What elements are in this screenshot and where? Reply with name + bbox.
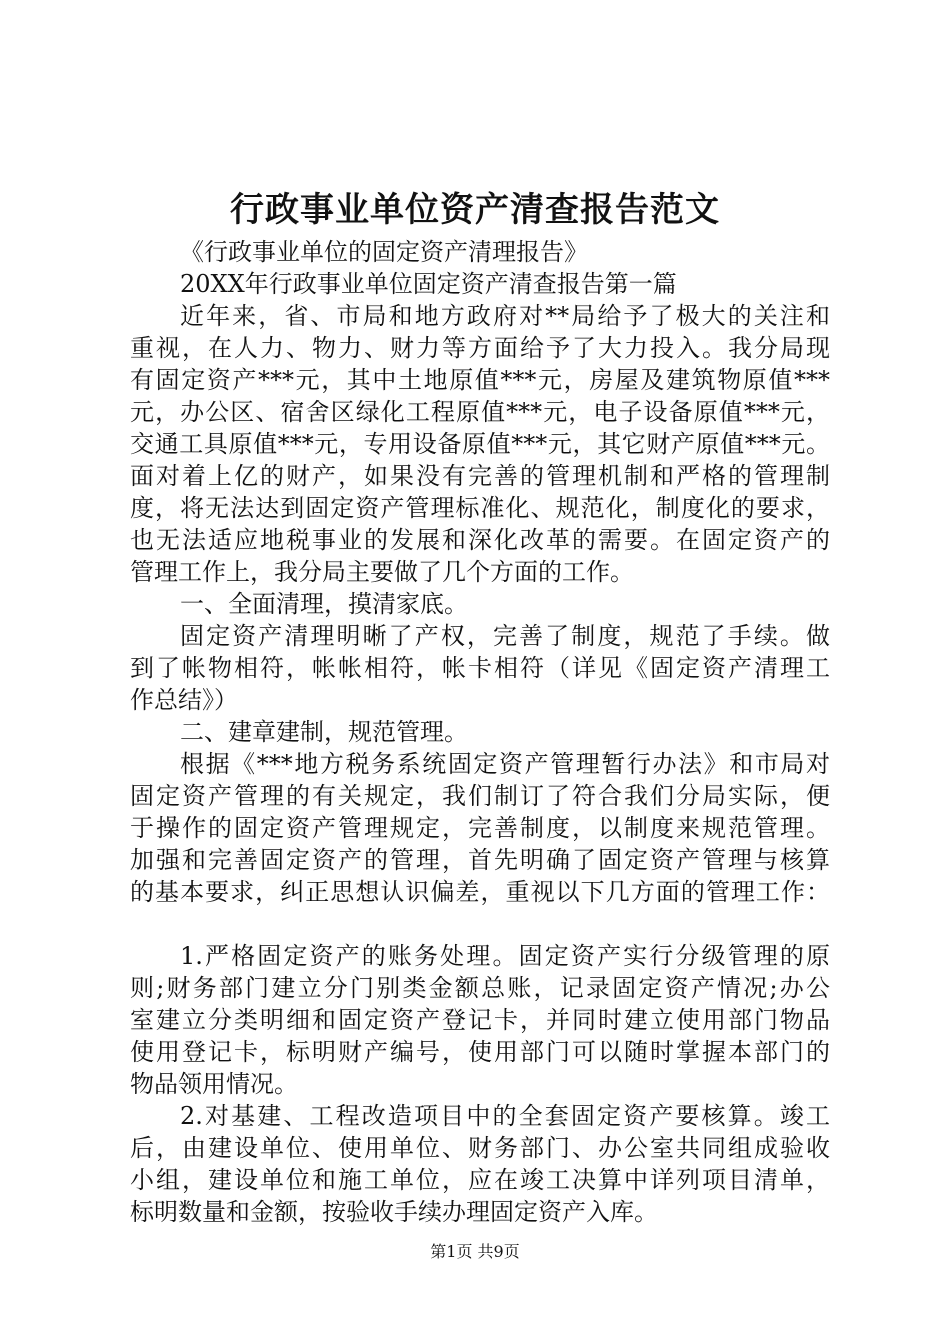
- paragraph-line: 固定资产清理明晰了产权，完善了制度，规范了手续。做: [180, 622, 830, 650]
- paragraph-line: 加强和完善固定资产的管理，首先明确了固定资产管理与核算: [130, 846, 830, 874]
- paragraph-line: 于操作的固定资产管理规定，完善制度，以制度来规范管理。: [130, 814, 830, 842]
- section-heading-1: 一、全面清理，摸清家底。: [180, 590, 468, 618]
- report-section-heading: 20XX年行政事业单位固定资产清查报告第一篇: [180, 270, 677, 298]
- paragraph-line: 交通工具原值***元，专用设备原值***元，其它财产原值***元。: [130, 430, 830, 458]
- list-item-line: 标明数量和金额，按验收手续办理固定资产入库。: [130, 1198, 658, 1226]
- paragraph-line: 重视，在人力、物力、财力等方面给予了大力投入。我分局现: [130, 334, 830, 362]
- paragraph-line: 元，办公区、宿舍区绿化工程原值***元，电子设备原值***元，: [130, 398, 830, 426]
- paragraph-gap: [130, 908, 830, 940]
- list-item-line: 后，由建设单位、使用单位、财务部门、办公室共同组成验收: [130, 1134, 830, 1162]
- list-item-line: 物品领用情况。: [130, 1070, 298, 1098]
- paragraph-line: 近年来，省、市局和地方政府对**局给予了极大的关注和: [180, 302, 830, 330]
- list-item-line: 使用登记卡，标明财产编号，使用部门可以随时掌握本部门的: [130, 1038, 830, 1066]
- paragraph-line: 根据《***地方税务系统固定资产管理暂行办法》和市局对: [180, 750, 830, 778]
- list-item-line: 则;财务部门建立分门别类金额总账，记录固定资产情况;办公: [130, 974, 830, 1002]
- paragraph-line: 面对着上亿的财产，如果没有完善的管理机制和严格的管理制: [130, 462, 830, 490]
- paragraph-line: 到了帐物相符，帐帐相符，帐卡相符（详见《固定资产清理工: [130, 654, 830, 682]
- paragraph-line: 有固定资产***元，其中土地原值***元，房屋及建筑物原值***: [130, 366, 830, 394]
- list-item-line: 1.严格固定资产的账务处理。固定资产实行分级管理的原: [180, 942, 830, 970]
- report-subtitle: 《行政事业单位的固定资产清理报告》: [180, 238, 588, 266]
- paragraph-line: 固定资产管理的有关规定，我们制订了符合我们分局实际，便: [130, 782, 830, 810]
- paragraph-line: 管理工作上，我分局主要做了几个方面的工作。: [130, 558, 634, 586]
- paragraph-line: 也无法适应地税事业的发展和深化改革的需要。在固定资产的: [130, 526, 830, 554]
- paragraph-line: 作总结》）: [130, 686, 238, 714]
- list-item-line: 室建立分类明细和固定资产登记卡，并同时建立使用部门物品: [130, 1006, 830, 1034]
- paragraph-line: 度，将无法达到固定资产管理标准化、规范化，制度化的要求，: [130, 494, 830, 522]
- paragraph-line: 的基本要求，纠正思想认识偏差，重视以下几方面的管理工作：: [130, 878, 830, 906]
- list-item-line: 小组，建设单位和施工单位，应在竣工决算中详列项目清单，: [130, 1166, 830, 1194]
- document-title: 行政事业单位资产清查报告范文: [230, 190, 720, 230]
- list-item-line: 2.对基建、工程改造项目中的全套固定资产要核算。竣工: [180, 1102, 830, 1130]
- page-footer: 第1页 共9页: [430, 1242, 520, 1261]
- section-heading-2: 二、建章建制，规范管理。: [180, 718, 468, 746]
- document-body: [130, 236, 830, 1228]
